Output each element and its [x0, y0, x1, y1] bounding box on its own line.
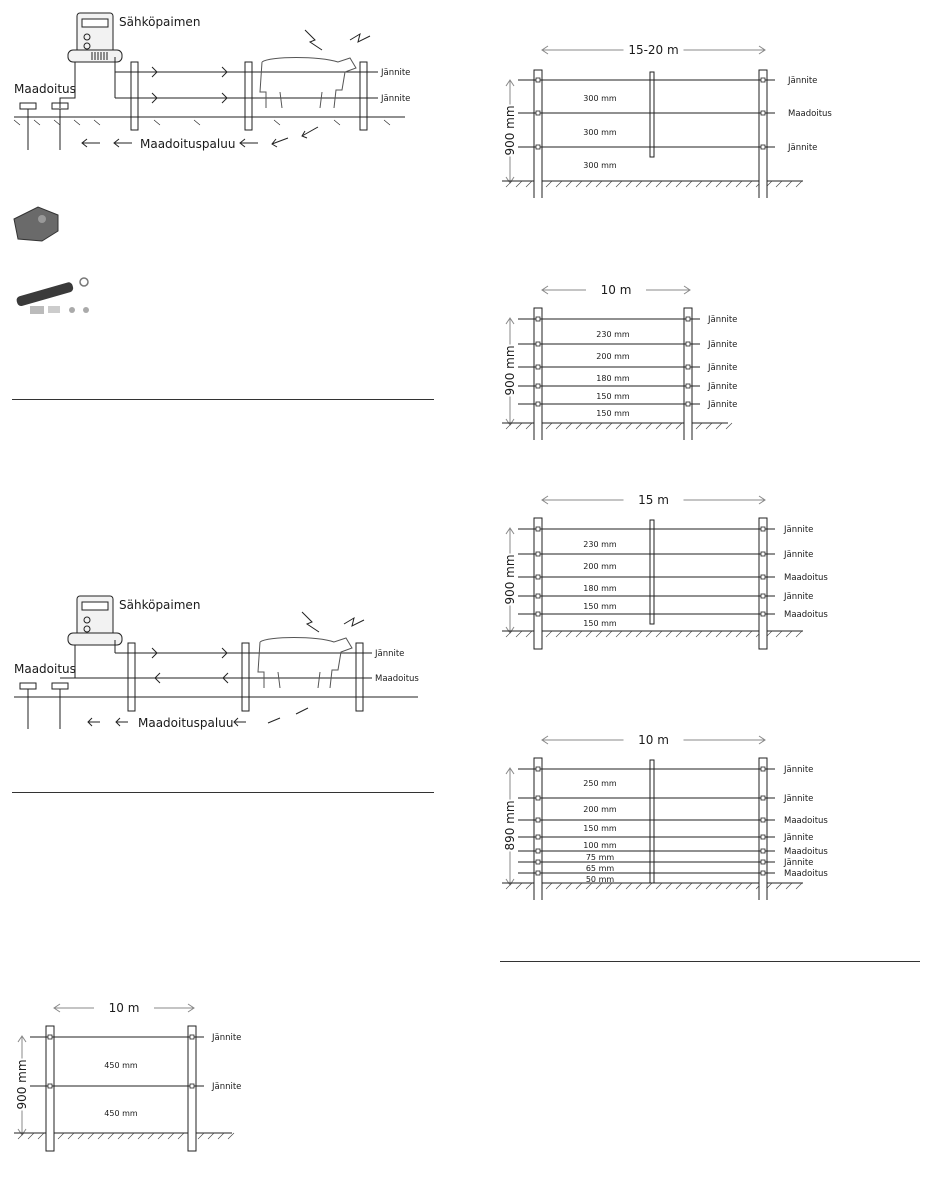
wire-gap-label: 300 mm — [583, 128, 617, 137]
wire-gap-label: 150 mm — [583, 602, 617, 611]
ground-hatch — [776, 181, 782, 187]
scheme-1-ground-label: Maadoitus — [14, 82, 76, 96]
ground-hatch — [606, 631, 612, 637]
scheme-1-voltage-voltage — [0, 0, 440, 180]
wire-insulator — [686, 317, 690, 321]
section-divider — [12, 399, 434, 400]
ground-hatch — [576, 181, 582, 187]
ground-hatch — [776, 631, 782, 637]
ground-hatch — [696, 883, 702, 889]
ground-hatch — [526, 631, 532, 637]
fence-post-right — [684, 308, 692, 440]
wire-insulator — [536, 575, 540, 579]
height-label: 900 mm — [503, 345, 517, 396]
ground-hatch — [546, 631, 552, 637]
ground-hatch — [198, 1133, 204, 1139]
wire-insulator — [536, 527, 540, 531]
wire-label: Maadoitus — [784, 610, 828, 620]
ground-hatch — [516, 423, 522, 429]
height-label: 900 mm — [503, 105, 517, 156]
scheme-1-wire-2-label: Jännite — [381, 94, 411, 104]
ground-hatch — [526, 883, 532, 889]
ground-hatch — [736, 883, 742, 889]
ground-hatch — [516, 883, 522, 889]
ground-hatch — [526, 181, 532, 187]
ground-hatch — [168, 1133, 174, 1139]
ground-hatch — [636, 423, 642, 429]
ground-hatch — [158, 1133, 164, 1139]
wire-gap-label: 150 mm — [596, 409, 630, 418]
scheme-1-energizer-label: Sähköpaimen — [119, 15, 201, 29]
scheme-2-energizer-label: Sähköpaimen — [119, 598, 201, 612]
wire-insulator — [48, 1084, 52, 1088]
ground-hatch — [616, 883, 622, 889]
ground-hatch — [576, 883, 582, 889]
span-label: 10 m — [108, 1001, 140, 1015]
ground-hatch — [786, 181, 792, 187]
fence-post-right — [759, 518, 767, 649]
ground-hatch — [556, 883, 562, 889]
ground-hatch — [726, 631, 732, 637]
wire-insulator — [761, 594, 765, 598]
ground-hatch — [626, 423, 632, 429]
ground-hatch — [636, 181, 642, 187]
wire-gap-label: 180 mm — [596, 374, 630, 383]
wire-gap-label: 200 mm — [583, 562, 617, 571]
scheme-2-voltage-ground — [0, 590, 440, 735]
ground-hatch — [68, 1133, 74, 1139]
ground-hatch — [228, 1133, 234, 1139]
ground-hatch — [118, 1133, 124, 1139]
ground-hatch — [208, 1133, 214, 1139]
fence-post-left — [534, 308, 542, 440]
insulator-illustration — [12, 205, 62, 245]
ground-hatch — [796, 181, 802, 187]
ground-hatch — [726, 423, 732, 429]
wire-gap-label: 450 mm — [104, 1061, 138, 1070]
ground-hatch — [218, 1133, 224, 1139]
wire-insulator — [536, 818, 540, 822]
wire-gap-label: 50 mm — [585, 875, 615, 884]
ground-hatch — [776, 883, 782, 889]
fence-post-left — [46, 1026, 54, 1151]
fence-diagram-10m-5-wires — [498, 280, 843, 440]
fence-diagram-10m-2-wires — [10, 998, 355, 1153]
wire-label: Jännite — [708, 400, 738, 410]
fence-diagram-15m — [498, 490, 843, 650]
ground-hatch — [796, 883, 802, 889]
ground-hatch — [546, 181, 552, 187]
wire-insulator — [761, 145, 765, 149]
wire-insulator — [536, 612, 540, 616]
wire-gap-label: 75 mm — [585, 853, 615, 862]
wire-label: Jännite — [212, 1033, 242, 1043]
scheme-2-wire-1-label: Jännite — [375, 649, 405, 659]
ground-hatch — [666, 423, 672, 429]
wire-insulator — [536, 402, 540, 406]
ground-hatch — [666, 631, 672, 637]
section-divider — [12, 792, 434, 793]
height-label: 900 mm — [503, 554, 517, 605]
ground-hatch — [666, 181, 672, 187]
wire-label: Jännite — [784, 592, 814, 602]
ground-hatch — [746, 631, 752, 637]
wire-insulator — [536, 767, 540, 771]
wire-insulator — [761, 796, 765, 800]
ground-hatch — [128, 1133, 134, 1139]
ground-hatch — [706, 883, 712, 889]
wire-gap-label: 150 mm — [583, 824, 617, 833]
ground-hatch — [746, 883, 752, 889]
ground-hatch — [516, 631, 522, 637]
fence-post-right — [759, 70, 767, 198]
wire-insulator — [536, 145, 540, 149]
ground-hatch — [736, 181, 742, 187]
ground-hatch — [606, 423, 612, 429]
ground-hatch — [716, 181, 722, 187]
ground-hatch — [28, 1133, 34, 1139]
ground-hatch — [626, 181, 632, 187]
ground-hatch — [576, 631, 582, 637]
ground-hatch — [676, 631, 682, 637]
ground-hatch — [646, 181, 652, 187]
ground-hatch — [586, 423, 592, 429]
ground-hatch — [716, 631, 722, 637]
ground-hatch — [556, 181, 562, 187]
ground-hatch — [636, 631, 642, 637]
wire-insulator — [536, 594, 540, 598]
ground-hatch — [796, 631, 802, 637]
ground-hatch — [686, 631, 692, 637]
wire-label: Jännite — [788, 143, 818, 153]
ground-hatch — [686, 181, 692, 187]
span-label: 15 m — [638, 493, 669, 507]
ground-hatch — [696, 181, 702, 187]
ground-hatch — [676, 883, 682, 889]
ground-hatch — [716, 883, 722, 889]
fence-dropper — [650, 72, 654, 157]
ground-hatch — [38, 1133, 44, 1139]
wire-gap-label: 100 mm — [583, 841, 617, 850]
wire-label: Maadoitus — [784, 847, 828, 857]
ground-hatch — [586, 181, 592, 187]
fence-post-right — [759, 758, 767, 900]
wire-insulator — [761, 849, 765, 853]
ground-hatch — [726, 883, 732, 889]
wire-insulator — [761, 111, 765, 115]
wire-label: Maadoitus — [784, 573, 828, 583]
scheme-2-ground-label: Maadoitus — [14, 662, 76, 676]
wire-label: Jännite — [708, 363, 738, 373]
ground-hatch — [556, 631, 562, 637]
wire-label: Jännite — [784, 525, 814, 535]
fence-dropper — [650, 760, 654, 883]
ground-hatch — [786, 883, 792, 889]
wire-insulator — [761, 78, 765, 82]
wire-insulator — [536, 317, 540, 321]
ground-hatch — [736, 631, 742, 637]
wire-gap-label: 300 mm — [583, 161, 617, 170]
wire-label: Jännite — [784, 765, 814, 775]
ground-hatch — [626, 631, 632, 637]
wire-label: Maadoitus — [784, 869, 828, 879]
wire-label: Jännite — [708, 315, 738, 325]
ground-hatch — [696, 631, 702, 637]
wire-gap-label: 150 mm — [596, 392, 630, 401]
ground-hatch — [636, 883, 642, 889]
wire-insulator — [761, 767, 765, 771]
ground-hatch — [88, 1133, 94, 1139]
wire-label: Maadoitus — [784, 816, 828, 826]
ground-hatch — [178, 1133, 184, 1139]
scheme-1-ground-return-label: Maadoituspaluu — [140, 137, 236, 151]
wire-gap-label: 230 mm — [596, 330, 630, 339]
wire-insulator — [190, 1035, 194, 1039]
wire-insulator — [536, 796, 540, 800]
ground-hatch — [546, 883, 552, 889]
span-label: 10 m — [600, 283, 632, 297]
wire-insulator — [536, 365, 540, 369]
section-divider — [500, 961, 920, 962]
fence-diagram-10m-7-wires — [498, 730, 843, 900]
ground-hatch — [566, 883, 572, 889]
ground-hatch — [646, 631, 652, 637]
wire-insulator — [536, 849, 540, 853]
ground-hatch — [706, 631, 712, 637]
ground-hatch — [566, 631, 572, 637]
wire-gap-label: 300 mm — [583, 94, 617, 103]
ground-hatch — [566, 423, 572, 429]
height-label: 890 mm — [503, 800, 517, 851]
ground-hatch — [686, 883, 692, 889]
ground-hatch — [676, 181, 682, 187]
wire-gap-label: 200 mm — [583, 805, 617, 814]
ground-hatch — [148, 1133, 154, 1139]
ground-hatch — [606, 181, 612, 187]
ground-hatch — [576, 423, 582, 429]
ground-hatch — [108, 1133, 114, 1139]
ground-hatch — [786, 631, 792, 637]
wire-insulator — [536, 552, 540, 556]
ground-hatch — [566, 181, 572, 187]
wire-insulator — [536, 860, 540, 864]
ground-hatch — [526, 423, 532, 429]
wire-gap-label: 180 mm — [583, 584, 617, 593]
ground-hatch — [138, 1133, 144, 1139]
wire-insulator — [536, 111, 540, 115]
ground-hatch — [706, 181, 712, 187]
ground-hatch — [666, 883, 672, 889]
wire-insulator — [686, 342, 690, 346]
fence-post-right — [188, 1026, 196, 1151]
span-label: 15-20 m — [628, 43, 679, 57]
height-label: 900 mm — [15, 1059, 29, 1110]
wire-insulator — [761, 612, 765, 616]
wire-insulator — [761, 860, 765, 864]
ground-hatch — [616, 423, 622, 429]
ground-hatch — [626, 883, 632, 889]
fence-post-left — [534, 518, 542, 649]
wire-gap-label: 200 mm — [596, 352, 630, 361]
ground-hatch — [616, 181, 622, 187]
gate-handle-kit-illustration — [12, 276, 107, 321]
wire-gap-label: 230 mm — [583, 540, 617, 549]
ground-hatch — [98, 1133, 104, 1139]
fence-post-left — [534, 70, 542, 198]
ground-hatch — [656, 181, 662, 187]
ground-hatch — [596, 181, 602, 187]
wire-label: Jännite — [212, 1082, 242, 1092]
wire-insulator — [190, 1084, 194, 1088]
wire-insulator — [761, 818, 765, 822]
ground-hatch — [556, 423, 562, 429]
ground-hatch — [616, 631, 622, 637]
scheme-1-wire-1-label: Jännite — [381, 68, 411, 78]
wire-insulator — [761, 835, 765, 839]
wire-insulator — [761, 871, 765, 875]
wire-insulator — [686, 402, 690, 406]
span-label: 10 m — [638, 733, 669, 747]
scheme-2-wire-2-label: Maadoitus — [375, 674, 419, 684]
ground-hatch — [516, 181, 522, 187]
wire-gap-label: 150 mm — [583, 619, 617, 628]
wire-insulator — [536, 871, 540, 875]
fence-diagram-15-20m — [498, 38, 843, 198]
wire-insulator — [536, 78, 540, 82]
ground-hatch — [696, 423, 702, 429]
fence-dropper — [650, 520, 654, 624]
ground-hatch — [646, 883, 652, 889]
wire-gap-label: 65 mm — [585, 864, 615, 873]
scheme-2-ground-return-label: Maadoituspaluu — [138, 716, 234, 730]
ground-hatch — [706, 423, 712, 429]
wire-label: Jännite — [784, 833, 814, 843]
wire-insulator — [536, 835, 540, 839]
wire-label: Jännite — [784, 794, 814, 804]
wire-label: Jännite — [788, 76, 818, 86]
wire-label: Jännite — [784, 858, 814, 868]
wire-insulator — [686, 365, 690, 369]
ground-hatch — [58, 1133, 64, 1139]
ground-hatch — [656, 883, 662, 889]
wire-gap-label: 250 mm — [583, 779, 617, 788]
wire-insulator — [761, 575, 765, 579]
wire-insulator — [536, 342, 540, 346]
wire-insulator — [536, 384, 540, 388]
ground-hatch — [656, 423, 662, 429]
wire-insulator — [686, 384, 690, 388]
wire-insulator — [761, 527, 765, 531]
ground-hatch — [78, 1133, 84, 1139]
wire-label: Jännite — [784, 550, 814, 560]
ground-hatch — [716, 423, 722, 429]
wire-label: Jännite — [708, 382, 738, 392]
ground-hatch — [586, 631, 592, 637]
ground-hatch — [726, 181, 732, 187]
wire-label: Jännite — [708, 340, 738, 350]
wire-gap-label: 450 mm — [104, 1109, 138, 1118]
ground-hatch — [596, 631, 602, 637]
ground-hatch — [676, 423, 682, 429]
ground-hatch — [656, 631, 662, 637]
ground-hatch — [646, 423, 652, 429]
wire-insulator — [761, 552, 765, 556]
wire-insulator — [48, 1035, 52, 1039]
ground-hatch — [546, 423, 552, 429]
ground-hatch — [746, 181, 752, 187]
wire-label: Maadoitus — [788, 109, 832, 119]
ground-hatch — [596, 423, 602, 429]
fence-post-left — [534, 758, 542, 900]
